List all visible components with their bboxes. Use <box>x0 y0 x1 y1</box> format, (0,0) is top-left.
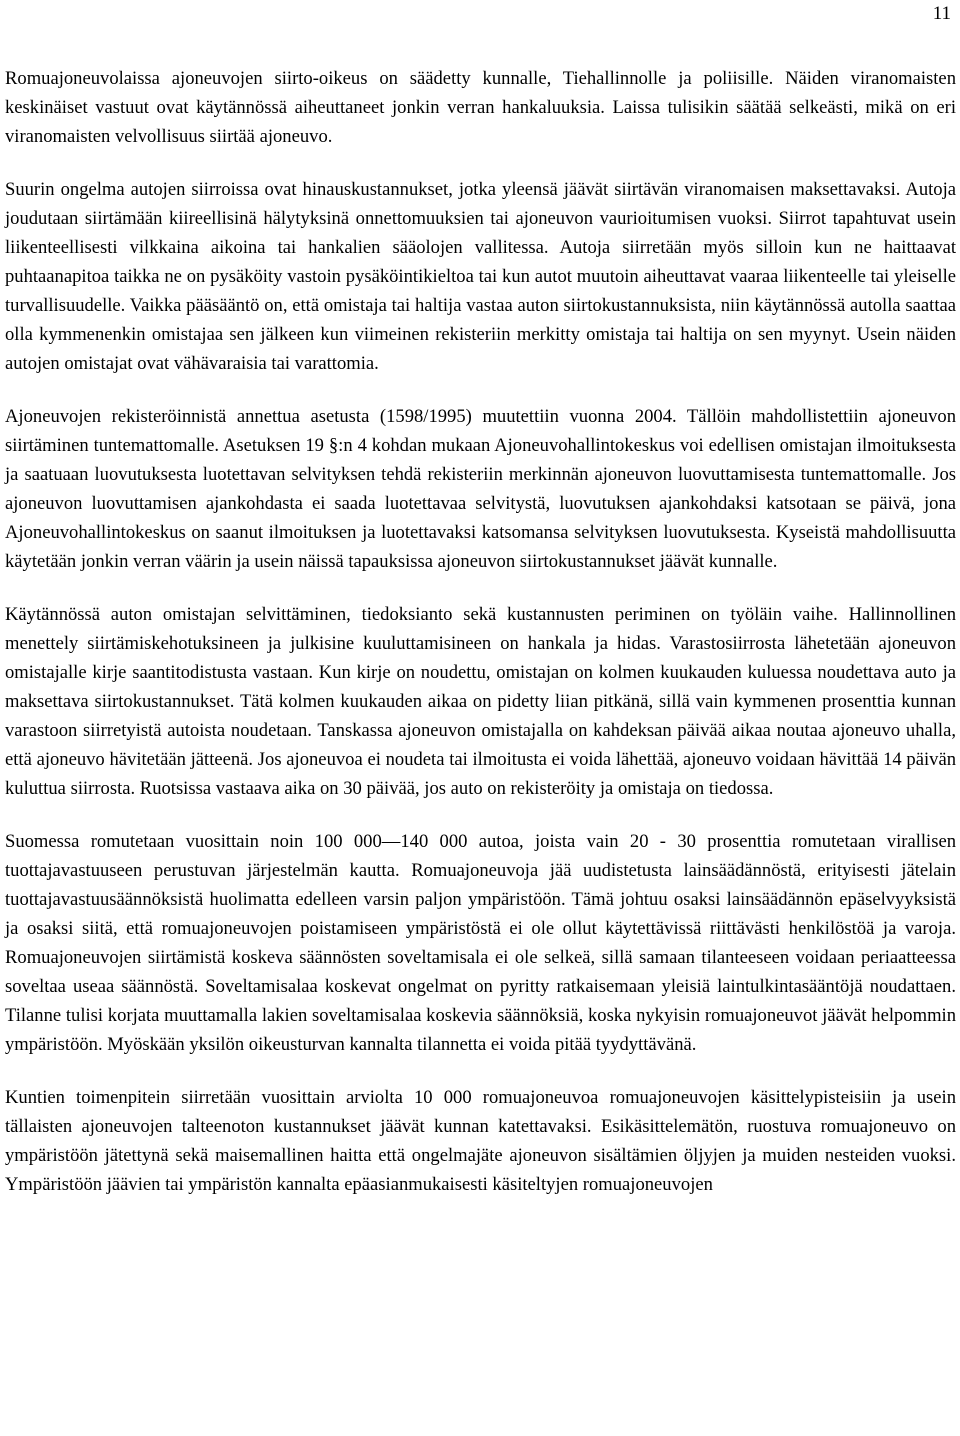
document-body <box>5 64 956 1223</box>
paragraph-registration-decree: Ajoneuvojen rekisteröinnistä annettua asetusta (1598/1995) muutettiin vuonna 2004. Tällöin mahdollistettiin ajoneuvon siirtäminen tuntemattomalle. Asetuksen 19 §:n 4 kohdan mukaan Ajoneuvohallintokeskus voi edellisen omistajan ilmoituksesta ja saatuaan luovutuksesta luotettavan selvityksen tehdä rekisteriin merkinnän ajoneuvon luovuttamisesta tuntemattomalle. Jos ajoneuvon luovuttamisen ajankohdasta ei saada luotettavaa selvitystä, luovutuksen ajankohdaksi katsotaan se päivä, jona Ajoneuvohallintokeskus on saanut ilmoituksen ja luotettavaksi katsomansa selvityksen luovutuksesta. Kyseistä mahdollisuutta käytetään jonkin verran väärin ja usein näissä tapauksissa ajoneuvon siirtokustannukset jäävät kunnalle. <box>5 406 956 572</box>
paragraph-vehicle-removal-authority: Romuajoneuvolaissa ajoneuvojen siirto-oikeus on säädetty kunnalle, Tiehallinnolle ja poliisille. Näiden viranomaisten keskinäiset vastuut ovat käytännössä aiheuttaneet jonkin verran hankaluuksia. Laissa tulisikin säätää selkeästi, mikä on eri viranomaisten velvollisuus siirtää ajoneuvo. <box>5 68 956 147</box>
paragraph-scrapping-statistics: Suomessa romutetaan vuosittain noin 100 000—140 000 autoa, joista vain 20 - 30 prosenttia romutetaan virallisen tuottajavastuuseen perustuvan järjestelmän kautta. Romuajoneuvoja jää uudistetusta lainsäädännöstä, erityisesti jätelain tuottajavastuusäännöksistä huolimatta edelleen varsin paljon ympäristöön. Tämä johtuu osaksi lainsäädännön epäselvyyksistä ja osaksi siitä, että romuajoneuvojen poistamiseen ympäristöstä ei ole ollut käytettävissä riittävästi henkilöstöä ja varoja. Romuajoneuvojen siirtämistä koskeva säännösten soveltamisala ei ole selkeä, sillä samaan tilanteeseen voidaan periaatteessa soveltaa useaa säännöstä. Soveltamisalaa koskevat ongelmat on pyritty ratkaisemaan yleisiä laintulkintasääntöjä noudattaen. Tilanne tulisi korjata muuttamalla lakien soveltamisalaa koskevia säännöksiä, koska nykyisin romuajoneuvot jäävät helpommin ympäristöön. Myöskään yksilön oikeusturvan kannalta tilannetta ei voida pitää tyydyttävänä. <box>5 831 956 1055</box>
paragraph-municipal-removals: Kuntien toimenpitein siirretään vuosittain arviolta 10 000 romuajoneuvoa romuajoneuvojen käsittelypisteisiin ja usein tällaisten ajoneuvojen talteenoton kustannukset jäävät kunnan katettavaksi. Esikäsittelemätön, ruostuva romuajoneuvo on ympäristöön jätettynä sekä maisemallinen haitta että ongelmajäte ajoneuvon sisältämien öljyjen ja muiden nesteiden vuoksi. Ympäristöön jäävien tai ympäristön kannalta epäasianmukaisesti käsiteltyjen romuajoneuvojen <box>5 1087 956 1195</box>
page-number: 11 <box>932 3 951 24</box>
paragraph-owner-identification: Käytännössä auton omistajan selvittäminen, tiedoksianto sekä kustannusten periminen on työläin vaihe. Hallinnollinen menettely siirtämiskehotuksineen ja julkisine kuuluttamisineen on hankala ja hidas. Varastosiirrosta lähetetään ajoneuvon omistajalle kirje saantitodistusta vastaan. Kun kirje on noudettu, omistajan on kolmen kuukauden kuluessa noudettava auto ja maksettava siirtokustannukset. Tätä kolmen kuukauden aikaa on pidetty liian pitkänä, sillä vain kymmenen prosenttia kunnan varastoon siirretyistä autoista noudetaan. Tanskassa ajoneuvon omistajalla on kahdeksan päivää aikaa noutaa ajoneuvo uhalla, että ajoneuvo hävitetään jätteenä. Jos ajoneuvoa ei noudeta tai ilmoitusta ei voida lähettää, ajoneuvo voidaan hävittää 14 päivän kuluttua siirrosta. Ruotsissa vastaava aika on 30 päivää, jos auto on rekisteröity ja omistaja on tiedossa. <box>5 604 956 799</box>
paragraph-towing-costs: Suurin ongelma autojen siirroissa ovat hinauskustannukset, jotka yleensä jäävät siirtävän viranomaisen maksettavaksi. Autoja joudutaan siirtämään kiireellisinä hälytyksinä onnettomuuksien tai ajoneuvon vaurioitumisen vuoksi. Siirrot tapahtuvat usein liikenteellisesti vilkkaina aikoina tai hankalien sääolojen vallitessa. Autoja siirretään myös silloin kun ne haittaavat puhtaanapitoa taikka ne on pysäköity vastoin pysäköintikieltoa tai kun autot muutoin aiheuttavat vaaraa liikenteelle tai yleiselle turvallisuudelle. Vaikka pääsääntö on, että omistaja tai haltija vastaa auton siirtokustannuksista, niin käytännössä autolla saattaa olla kymmenenkin omistajaa sen jälkeen kun viimeinen rekisteriin merkitty omistaja tai haltija on sen myynyt. Usein näiden autojen omistajat ovat vähävaraisia tai varattomia. <box>5 179 956 374</box>
